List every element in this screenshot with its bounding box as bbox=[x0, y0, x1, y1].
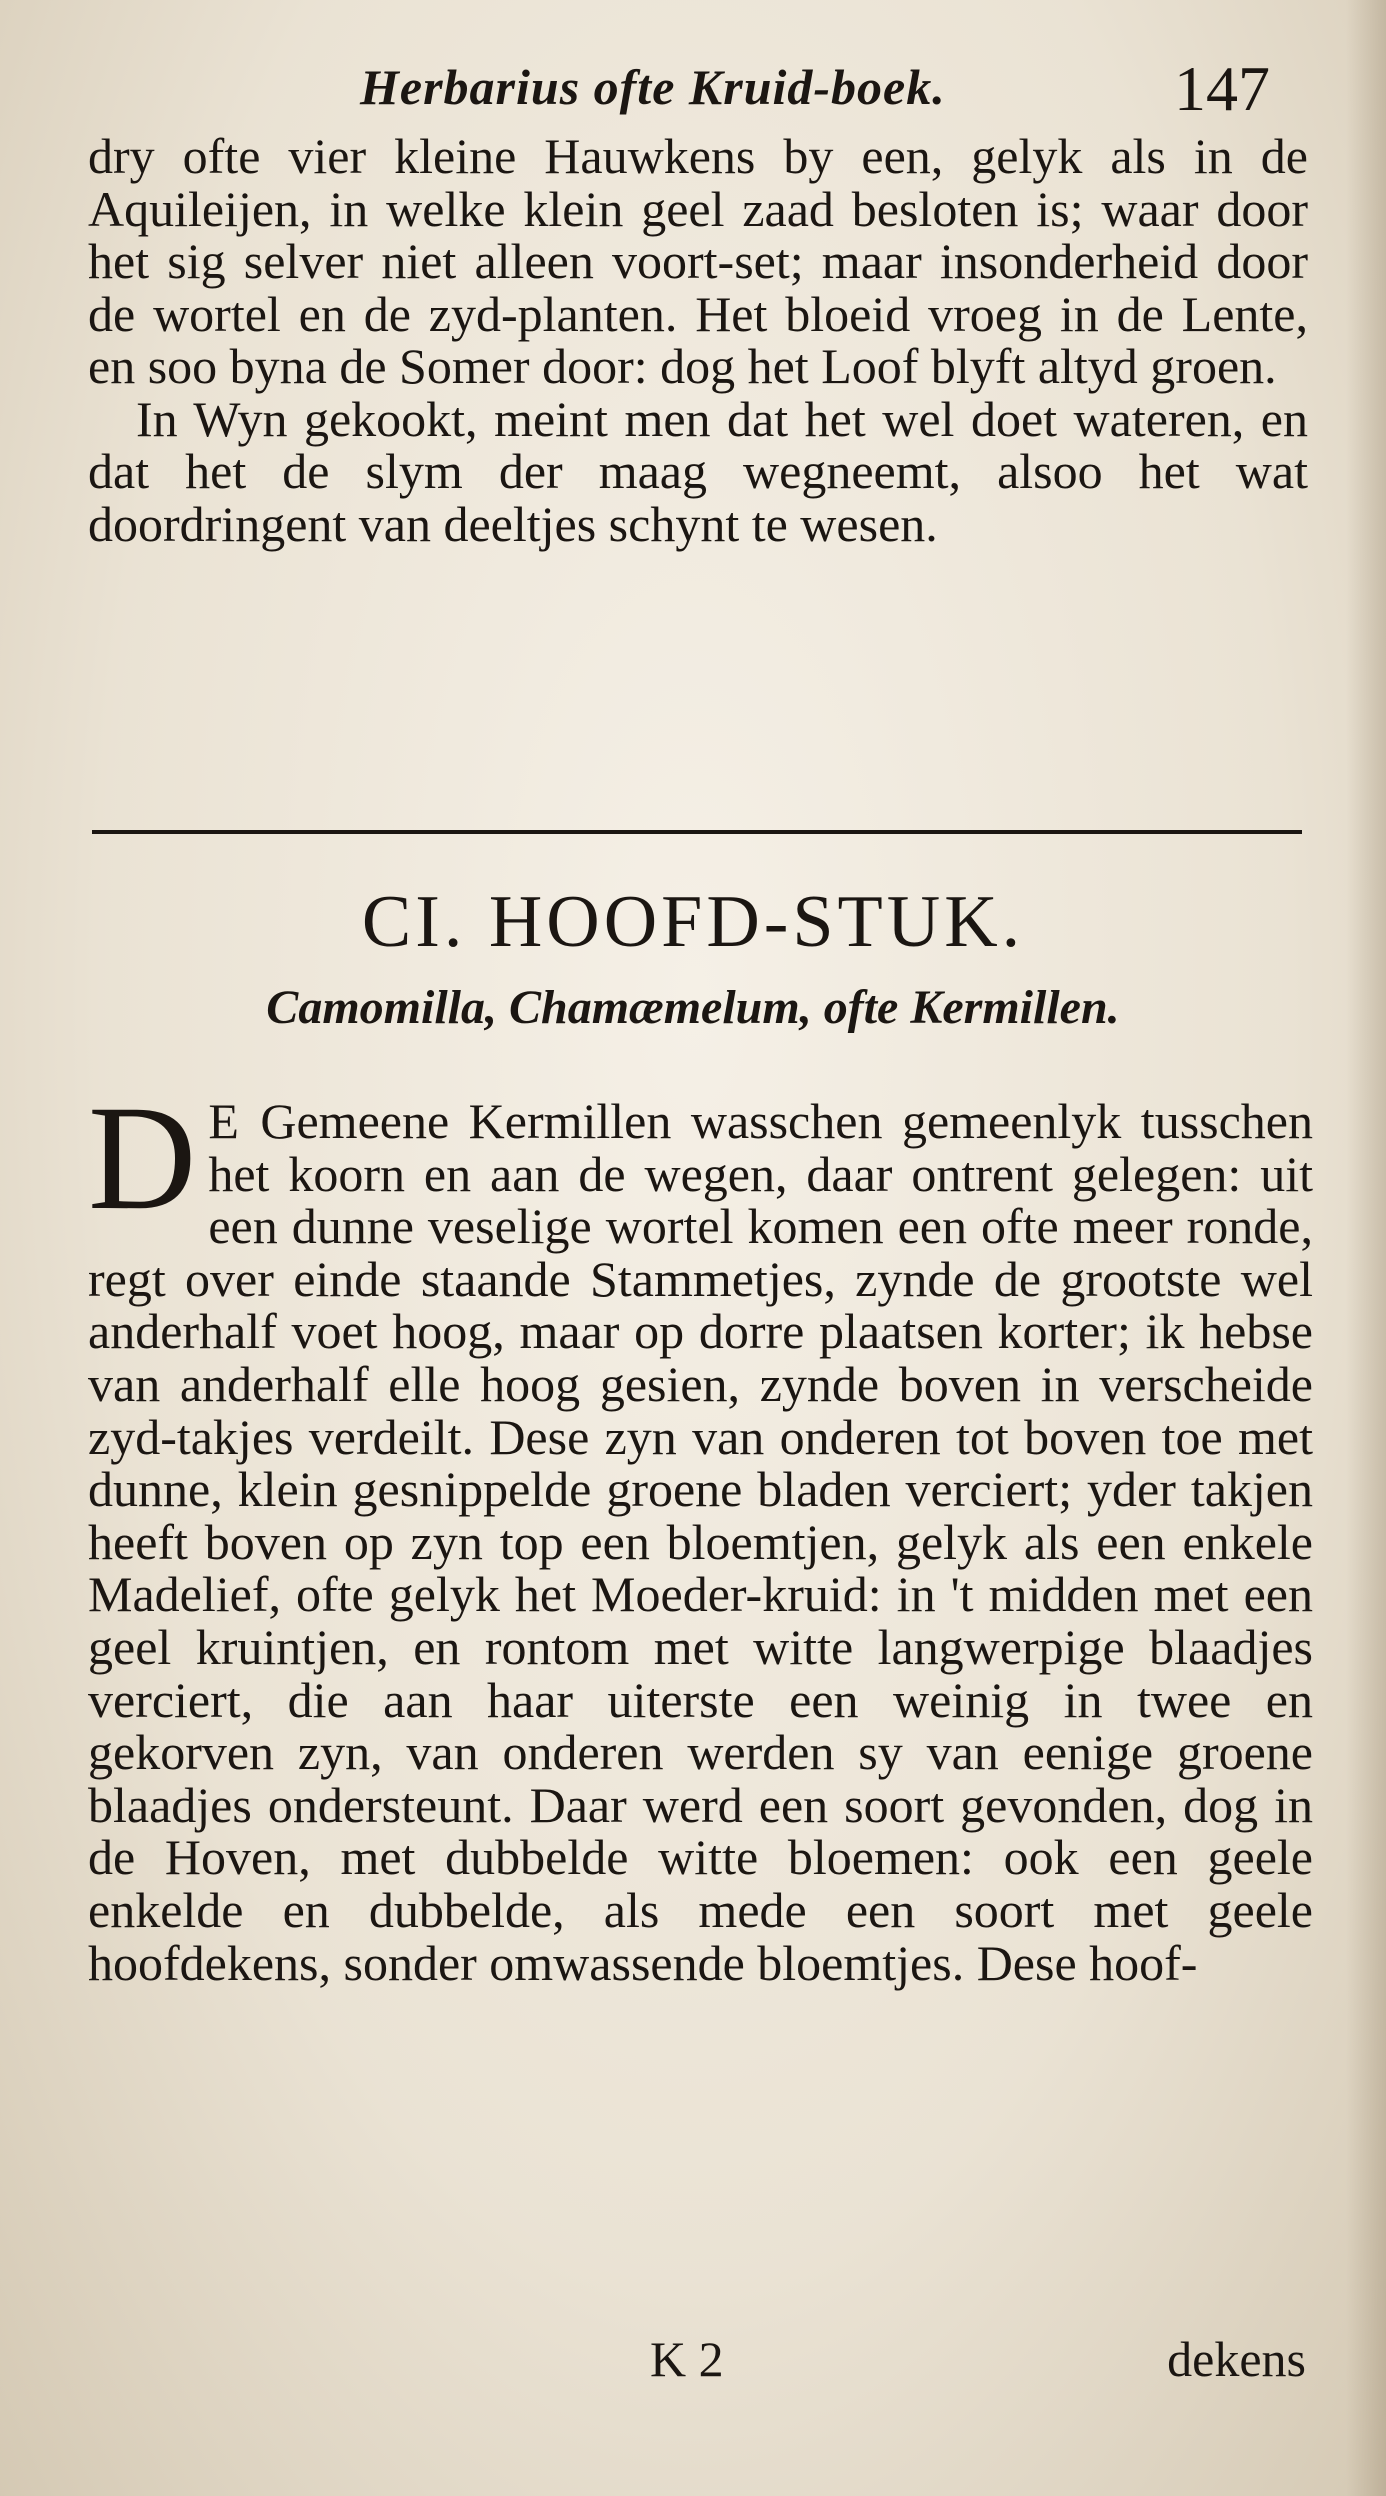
section-divider-rule bbox=[92, 830, 1302, 834]
chapter-title: CI. HOOFD-STUK. bbox=[361, 881, 1025, 963]
chapter-subtitle: Camomilla, Chamæmelum, ofte Kermillen. bbox=[266, 981, 1120, 1034]
running-head: Herbarius ofte Kruid-boek. bbox=[360, 59, 946, 115]
page-gutter-shadow bbox=[1346, 0, 1386, 2496]
continuation-paragraph: In Wyn gekookt, meint men dat het wel doet wateren, en dat het de slym der maag wegneemt, alsoo het wat doordringent van deeltjes schynt te wesen. bbox=[88, 390, 1308, 552]
signature-mark: K 2 bbox=[650, 2331, 724, 2387]
continuation-paragraph: dry ofte vier kleine Hauwkens by een, gelyk als in de Aquileijen, in welke klein geel zaad besloten is; waar door het sig selver niet alleen voort-set; maar insonderheid door de wortel en de zyd-planten. Het bloeid vroeg in de Lente, en soo byna de Somer door: dog het Loof blyft altyd groen. bbox=[88, 128, 1308, 394]
previous-chapter-continuation bbox=[88, 130, 1308, 550]
catchword: dekens bbox=[1167, 2331, 1306, 2387]
page-footer bbox=[0, 2330, 1386, 2400]
page-header bbox=[340, 52, 1270, 122]
page-number: 147 bbox=[1174, 53, 1270, 124]
drop-cap: D bbox=[88, 1075, 197, 1241]
lead-letter: E bbox=[208, 1093, 241, 1149]
chapter-paragraph: Gemeene Kermillen wasschen gemeenlyk tusschen het koorn en aan de wegen, daar ontrent gelegen: uit een dunne veselige wortel komen een ofte meer ronde, regt over einde staande Stammetjes, zynde de grootste wel anderhalf voet hoog, maar op dorre plaatsen korter; ik hebse van anderhalf elle hoog gesien, zynde boven in verscheide zyd-takjes verdeilt. Dese zyn van onderen tot boven toe met dunne, klein gesnippelde groene bladen verciert; yder takjen heeft boven op zyn top een bloemtjen, gelyk als een enkele Madelief, ofte gelyk het Moeder-kruid: in 't midden met een geel kruintjen, en rontom met witte langwerpige blaadjes verciert, die aan haar uiterste een weinig in twee en gekorven zyn, van onderen werden sy van eenige groene blaadjes ondersteunt. Daar werd een soort gevonden, dog in de Hoven, met dubbelde witte bloemen: ook een geele enkelde en dubbelde, als mede een soort met geele hoofdekens, sonder omwassende bloemtjes. Dese hoof- bbox=[88, 1093, 1313, 1991]
chapter-body bbox=[88, 1075, 1313, 1991]
